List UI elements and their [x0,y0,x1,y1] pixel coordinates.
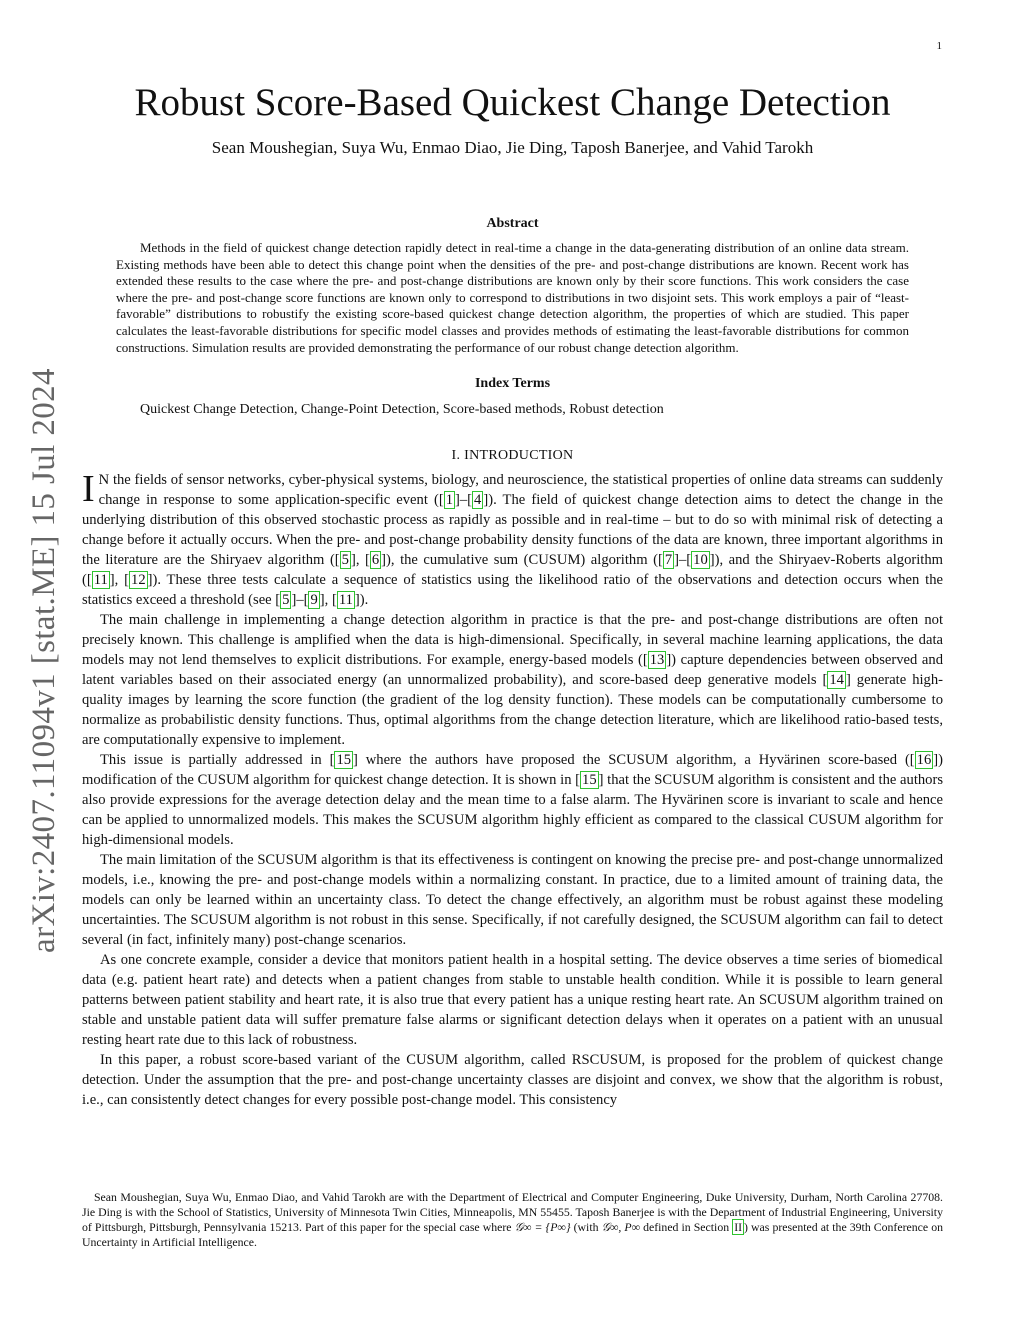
section-title-rest: NTRODUCTION [469,448,574,464]
text-run: ]). These three tests calculate a sequence of statistics using the likelihood ratio of the observations and detection occurs when the statistics exceed a threshold (see [ [82,572,943,609]
intro-paragraph-5: As one concrete example, consider a device that monitors patient health in a hospital setting. The device observes a time series of biomedical data (e.g. patient heart rate) and detects when a patient changes from stable to unstable health condition. While it is possible to learn general patterns between patient stability and heart rate, it is also true that every patient has a unique resting heart rate. An SCUSUM algorithm trained on stable and unstable patient data will suffer premature false alarms or significant detection delays when it operates on a patient with an unusual resting heart rate due to this lack of robustness. [82,952,943,1049]
paper-authors: Sean Moushegian, Suya Wu, Enmao Diao, Jie Ding, Taposh Banerjee, and Vahid Tarokh [211,138,814,157]
drop-cap: I [82,468,95,511]
citation-link[interactable]: 5 [282,592,290,609]
text-run: ]–[ [291,592,309,609]
citation-link[interactable]: 12 [131,572,146,589]
text-run: ]–[ [674,552,692,569]
index-terms-text: Quickest Change Detection, Change-Point Detection, Score-based methods, Robust detection [140,402,664,418]
text-run: Sean Moushegian, Suya Wu, Enmao Diao, and Vahid Tarokh are with the Department of Electrical and Computer Engineering, Duke University, Durham, North Carolina 27708. Jie Ding is with the School of Statistics, University of Minnesota Twin Cities, Minneapolis, MN 55455. Taposh Banerjee is with the Department of Industrial Engineering, University of Pittsburgh, Pittsburgh, Pennsylvania 15213. Part of this paper for the special case where [82,1190,943,1234]
intro-paragraph-6: In this paper, a robust score-based variant of the CUSUM algorithm, called RSCUSUM, is proposed for the problem of quickest change detection. Under the assumption that the pre- and post-change uncertainty classes are disjoint and convex, we show that the algorithm is robust, i.e., can consistently detect changes for every possible post-change model. This consistency [82,1052,943,1109]
abstract-text: Methods in the field of quickest change detection rapidly detect in real-time a change in the data-generating distribution of an online data stream. Existing methods have been able to detect this change point when the densities of the pre- and post-change distributions are known. Recent work has extended these results to the case where the pre- and post-change distributions are known only by their score functions. This work considers the case where the pre- and post-change score functions are known only to correspond to distributions in two disjoint sets. This work employs a pair of “least-favorable” distributions to robustify the existing score-based quickest change detection algorithm, the properties of which are studied. This paper calculates the least-favorable distributions for specific model classes and provides methods of estimating the least-favorable distributions for common constructions. Simulation results are provided demonstrating the performance of our robust change detection algorithm. [116,240,909,355]
citation-link[interactable]: 16 [916,752,932,769]
footnote-text [82,1190,943,1250]
citation-link[interactable]: 1 [445,492,454,509]
text-run: ]). [354,592,369,609]
section-heading [82,448,943,464]
text-run: (with [570,1220,602,1234]
text-run: defined in Section [640,1220,733,1234]
text-run: ]), and the Shiryaev-Roberts algorithm ([ [82,552,944,589]
text-run: ] generate high-quality images by learning the score function (the gradient of the log density function). These models can be computationally cumbersome to normalize as probabilistic density functions. Thus, optimal algorithms from the change detection literature, which are likelihood ratio-based tests, are computationally expensive to implement. [82,672,943,749]
citation-link[interactable]: 15 [582,772,597,789]
citation-link[interactable]: 15 [336,752,352,769]
citation-link[interactable]: 5 [341,552,349,569]
text-run: ], [ [109,572,130,589]
text-run: ]), the cumulative sum (CUSUM) algorithm ([ [381,552,663,569]
text-run: ) was presented at the 39th Conference on Uncertainty in Artificial Intelligence. [82,1220,943,1249]
intro-paragraph-3 [82,750,943,850]
paper-title: Robust Score-Based Quickest Change Detection [134,81,891,124]
citation-link[interactable]: 4 [474,492,482,509]
text-run: The main challenge in implementing a change detection algorithm in practice is that the pre- and post-change distributions are often not precisely known. This challenge is amplified when the data is high-dimensional. Specifically, in several machine learning applications, the data models may not lend themselves to explicit distributions. For example, energy-based models ([ [82,612,943,669]
text-run: ]) capture dependencies between observed and latent variables based on their associated energy (an unnormalized probability), and score-based deep generative models [ [82,652,943,689]
section-number: I. [451,448,461,464]
index-terms-heading: Index Terms [474,376,551,392]
citation-link[interactable]: 7 [664,552,673,569]
text-run: ], [ [350,552,370,569]
text-run: ] where the authors have proposed the SCUSUM algorithm, a Hyvärinen score-based ([ [353,752,915,769]
citation-link[interactable]: 11 [338,592,353,609]
intro-paragraph-4: The main limitation of the SCUSUM algorithm is that its effectiveness is contingent on knowing the precise pre- and post-change unnormalized models, i.e., knowing the pre- and post-change models within a normalizing constant. In practice, due to a limited amount of training data, the models can only be learned within an uncertainty class. To detect the change effectively, an algorithm must be robust against these modeling uncertainties. The SCUSUM algorithm is not robust in this sense. Specifically, if not carefully designed, the SCUSUM algorithm can fail to detect several (in fact, infinitely many) post-change scenarios. [82,852,943,949]
section-title-initial: I [464,448,470,464]
abstract-heading: Abstract [486,216,539,231]
citation-link[interactable]: 6 [371,552,380,569]
arxiv-stamp [8,360,80,960]
arxiv-stamp-text: arXiv:2407.11094v1 [stat.ME] 15 Jul 2024 [25,367,62,953]
math-expression: 𝒢∞ = {P∞} [514,1220,571,1234]
text-run: This issue is partially addressed in [ [100,752,335,769]
section-reference-link[interactable]: II [734,1220,743,1234]
citation-link[interactable]: 11 [93,572,108,589]
paper-content [82,80,943,1110]
text-run: N the fields of sensor networks, cyber-physical systems, biology, and neuroscience, the statistical properties of online data streams can suddenly change in response to some application-specific event ([ [98,472,943,509]
footnote [82,1190,943,1250]
citation-link[interactable]: 9 [310,592,318,609]
text-run: ]) modification of the CUSUM algorithm for quickest change detection. It is shown in [ [82,752,943,789]
text-run: ]–[ [455,492,473,509]
citation-link[interactable]: 14 [829,672,844,689]
intro-paragraph-1 [82,470,943,610]
citation-link[interactable]: 10 [693,552,708,569]
page-number: 1 [936,40,942,52]
intro-paragraph-2 [82,610,943,750]
text-run: ], [ [319,592,337,609]
text-run: ] that the SCUSUM algorithm is consistent and the authors also provide expressions for the average detection delay and the mean time to a false alarm. The Hyvärinen score is invariant to scale and hence can be applied to unnormalized models. This makes the SCUSUM algorithm highly efficient as compared to the classical CUSUM algorithm for high-dimensional models. [82,772,944,849]
math-expression: 𝒢∞, P∞ [601,1220,641,1234]
text-run: ]). The field of quickest change detection aims to detect the change in the underlying distribution of this observed stochastic process as rapidly as possible and in real-time – but to do so with minimal risk of detecting a change before it actually occurs. When the pre- and post-change probability density functions of the data are known, three important algorithms in the literature are the Shiryaev algorithm ([ [82,492,943,569]
introduction-body [82,470,943,1110]
citation-link[interactable]: 13 [649,652,665,669]
